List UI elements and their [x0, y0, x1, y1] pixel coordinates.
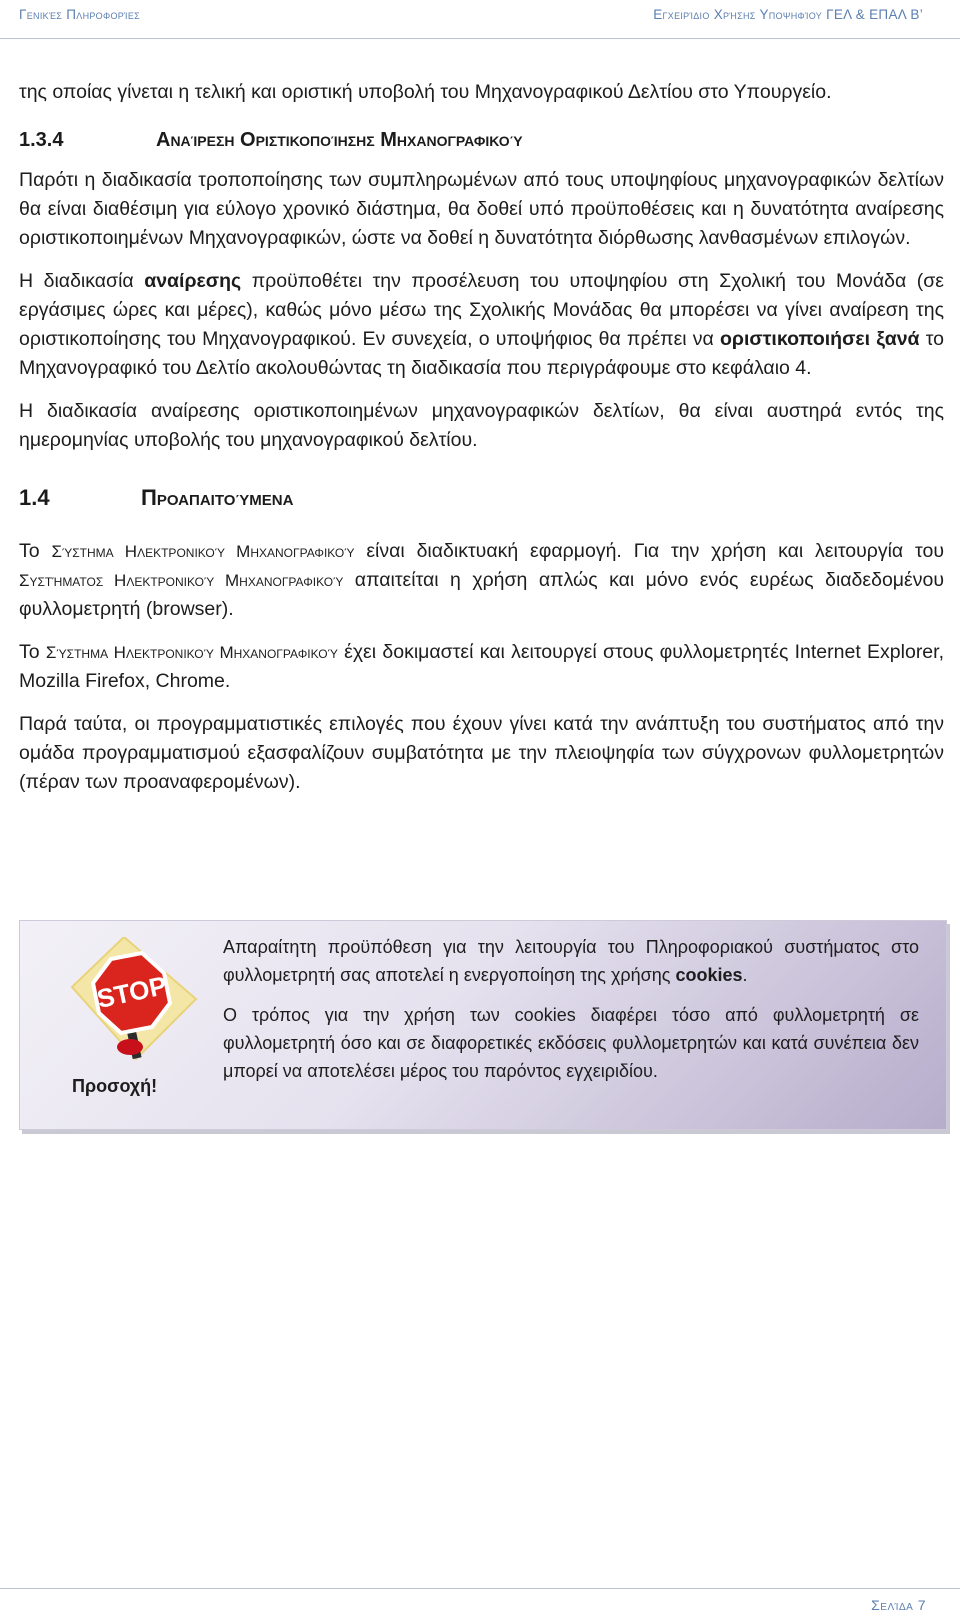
text-run: Απαραίτητη προϋπόθεση για την λειτουργία του Πληροφοριακού συστήματος στο φυλλομετρητή σας αποτελεί η ενεργοποίηση της χρήσης	[223, 937, 919, 985]
note-text	[223, 933, 919, 1097]
page-footer	[0, 1588, 960, 1622]
text-run: προϋποθέτει την προσέλευση του υποψηφίου στη Σχολική του Μονάδα (σε εργάσιμες ώρες και μέρες), καθώς μόνο μέσω της Σχολικής Μονάδας θα μπορέσει να γίνει αναίρεση της οριστικοποίησης του Μηχανογραφικού. Εν συνεχεία, ο υποψήφιος θα πρέπει να	[19, 270, 944, 350]
text-run: .	[742, 965, 748, 985]
section-number: 1.4	[19, 485, 50, 510]
note-caption: Προσοχή!	[72, 1076, 158, 1096]
text-run: έχει δοκιμαστεί και λειτουργεί στους φυλλομετρητές Internet Explorer, Mozilla Firefox, Chrome.	[19, 641, 944, 692]
section-heading-1-4	[19, 485, 944, 511]
paragraph: Παρότι η διαδικασία τροποποίησης των συμπληρωμένων από τους υποψηφίους μηχανογραφικών δελτίων θα είναι διαθέσιμη για εύλογο χρονικό διάστημα, θα δοθεί υπό προϋποθέσεις και η δυνατότητα αναίρεσης οριστικοποιημένων Μηχανογραφικών, ώστε να δοθεί η δυνατότητα διόρθωσης λανθασμένων επιλογών.	[19, 169, 944, 249]
paragraph	[19, 638, 944, 696]
section-heading-1-3-4	[19, 129, 944, 152]
warning-note-box	[19, 920, 947, 1130]
paragraph: Η διαδικασία αναίρεσης οριστικοποιημένων μηχανογραφικών δελτίων, θα είναι αυστηρά εντός της ημερομηνίας υποβολής του μηχανογραφικού δελτίου.	[19, 400, 944, 451]
paragraph	[19, 267, 944, 383]
page-header	[0, 0, 960, 39]
section-title: Προαπαιτούμενα	[141, 485, 294, 510]
page-number: Σελίδα 7	[871, 1597, 926, 1613]
note-paragraph	[223, 933, 919, 989]
paragraph	[19, 537, 944, 624]
text-run: Το	[19, 641, 46, 663]
stop-sign-text: STOP	[94, 970, 170, 1015]
emphasis-text: αναίρεσης	[144, 270, 242, 292]
system-name-term: Σύστημα Ηλεκτρονικού Μηχανογραφικού	[45, 643, 338, 662]
system-name-term: Σύστημα Ηλεκτρονικού Μηχανογραφικού	[51, 542, 355, 561]
text-run: Η διαδικασία	[19, 270, 145, 292]
text-run: το Μηχανογραφικό του Δελτίο ακολουθώντας τη διαδικασία που περιγράφουμε στο κεφάλαιο 4.	[19, 328, 944, 379]
page-content	[19, 78, 944, 811]
intro-paragraph: της οποίας γίνεται η τελική και οριστική υποβολή του Μηχανογραφικού Δελτίου στο Υπουργείο.	[19, 81, 832, 103]
emphasis-text: οριστικοποιήσει ξανά	[720, 328, 920, 350]
note-paragraph: Ο τρόπος για την χρήση των cookies διαφέρει τόσο από φυλλομετρητή σε φυλλομετρητή όσο και σε διαφορετικές εκδόσεις φυλλομετρητών και κατά συνέπεια δεν μπορεί να αποτελέσει μέρος του παρόντος εγχειριδίου.	[223, 1005, 919, 1081]
paragraph: Παρά ταύτα, οι προγραμματιστικές επιλογές που έχουν γίνει κατά την ανάπτυξη του συστήματος από την ομάδα προγραμματισμού εξασφαλίζουν συμβατότητα με την πλειοψηφία των σύγχρονων φυλλομετρητών (πέραν των προαναφερομένων).	[19, 713, 944, 793]
system-name-term: Συστήματος Ηλεκτρονικού Μηχανογραφικού	[19, 571, 344, 590]
section-number: 1.3.4	[19, 129, 64, 151]
emphasis-text: cookies	[675, 965, 743, 985]
text-run: απαιτείται η χρήση απλώς και μόνο ενός ευρέως διαδεδομένου φυλλομετρητή (browser).	[19, 569, 944, 620]
header-section-title: Γενικές Πληροφορίες	[19, 7, 140, 22]
header-document-title: Εγχειρίδιο Χρήσης Υποψηφίου ΓΕΛ & ΕΠΑΛ Β’	[653, 7, 923, 22]
text-run: είναι διαδικτυακή εφαρμογή. Για την χρήση και λειτουργία του	[354, 540, 944, 562]
section-title: Αναίρεση Οριστικοποίησης Μηχανογραφικού	[156, 129, 523, 151]
stop-sign-icon	[64, 937, 204, 1062]
text-run: Το	[19, 540, 52, 562]
